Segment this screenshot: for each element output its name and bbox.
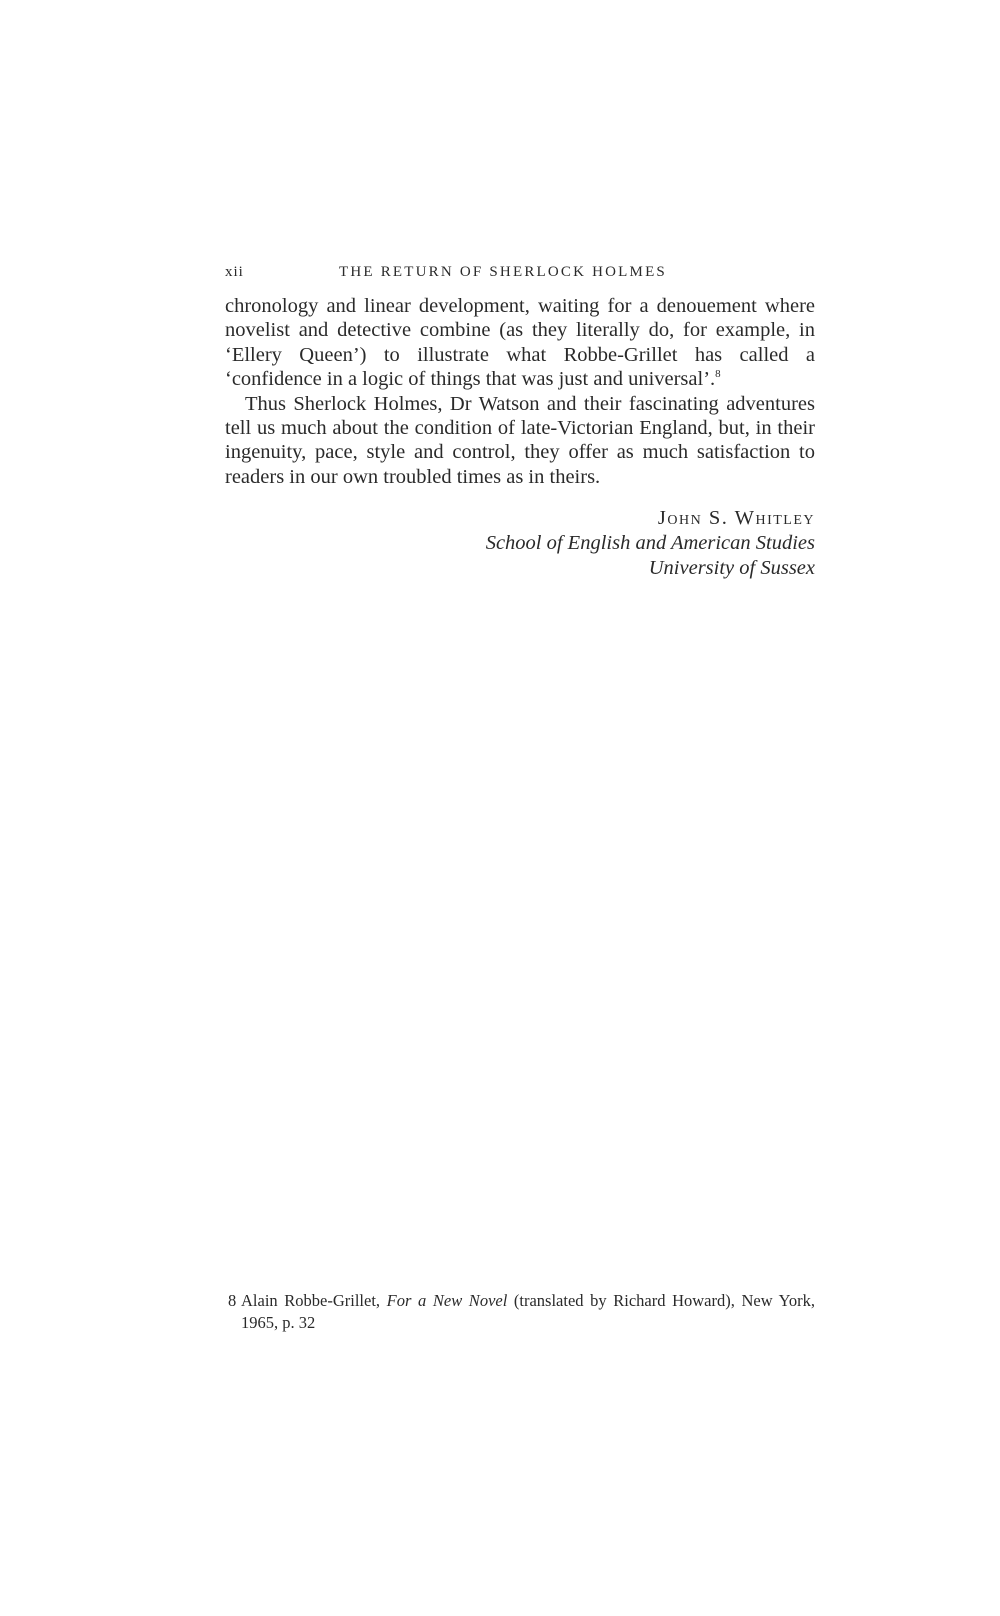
- affiliation-university: University of Sussex: [648, 557, 815, 579]
- footnote: [225, 1290, 815, 1334]
- footnote-book-title: For a New Novel: [386, 1291, 508, 1310]
- footnote-author: Alain Robbe-Grillet,: [241, 1291, 381, 1310]
- footnote-reference: 8: [715, 368, 721, 381]
- affiliation-school: School of English and American Studies: [485, 532, 815, 554]
- footnote-number: 8: [228, 1291, 237, 1310]
- paragraph: [225, 294, 815, 392]
- footnote-details: (translated by Richard Howard), New York, 1965, p. 32: [241, 1291, 815, 1332]
- running-head: [225, 264, 815, 284]
- running-title: THE RETURN OF SHERLOCK HOLMES: [339, 264, 667, 280]
- paragraph: Thus Sherlock Holmes, Dr Watson and their fascinating adventures tell us much about the condition of late-Victorian England, but, in their ingenuity, pace, style and control, they offer as much satisfaction to readers in our own troubled times as in theirs.: [225, 392, 815, 488]
- author-name: John S. Whitley: [657, 507, 815, 529]
- signature-block: [486, 506, 815, 581]
- paragraph-text: chronology and linear development, waiting for a denouement where novelist and detective combine (as they literally do, for example, in ‘Ellery Queen’) to illustrate what Robbe-Grillet has called a ‘confidence in a logic of things that was just and universal’.: [225, 295, 815, 391]
- footnote-text: [241, 1290, 815, 1334]
- body-text: [225, 294, 815, 489]
- page-number: xii: [225, 264, 244, 280]
